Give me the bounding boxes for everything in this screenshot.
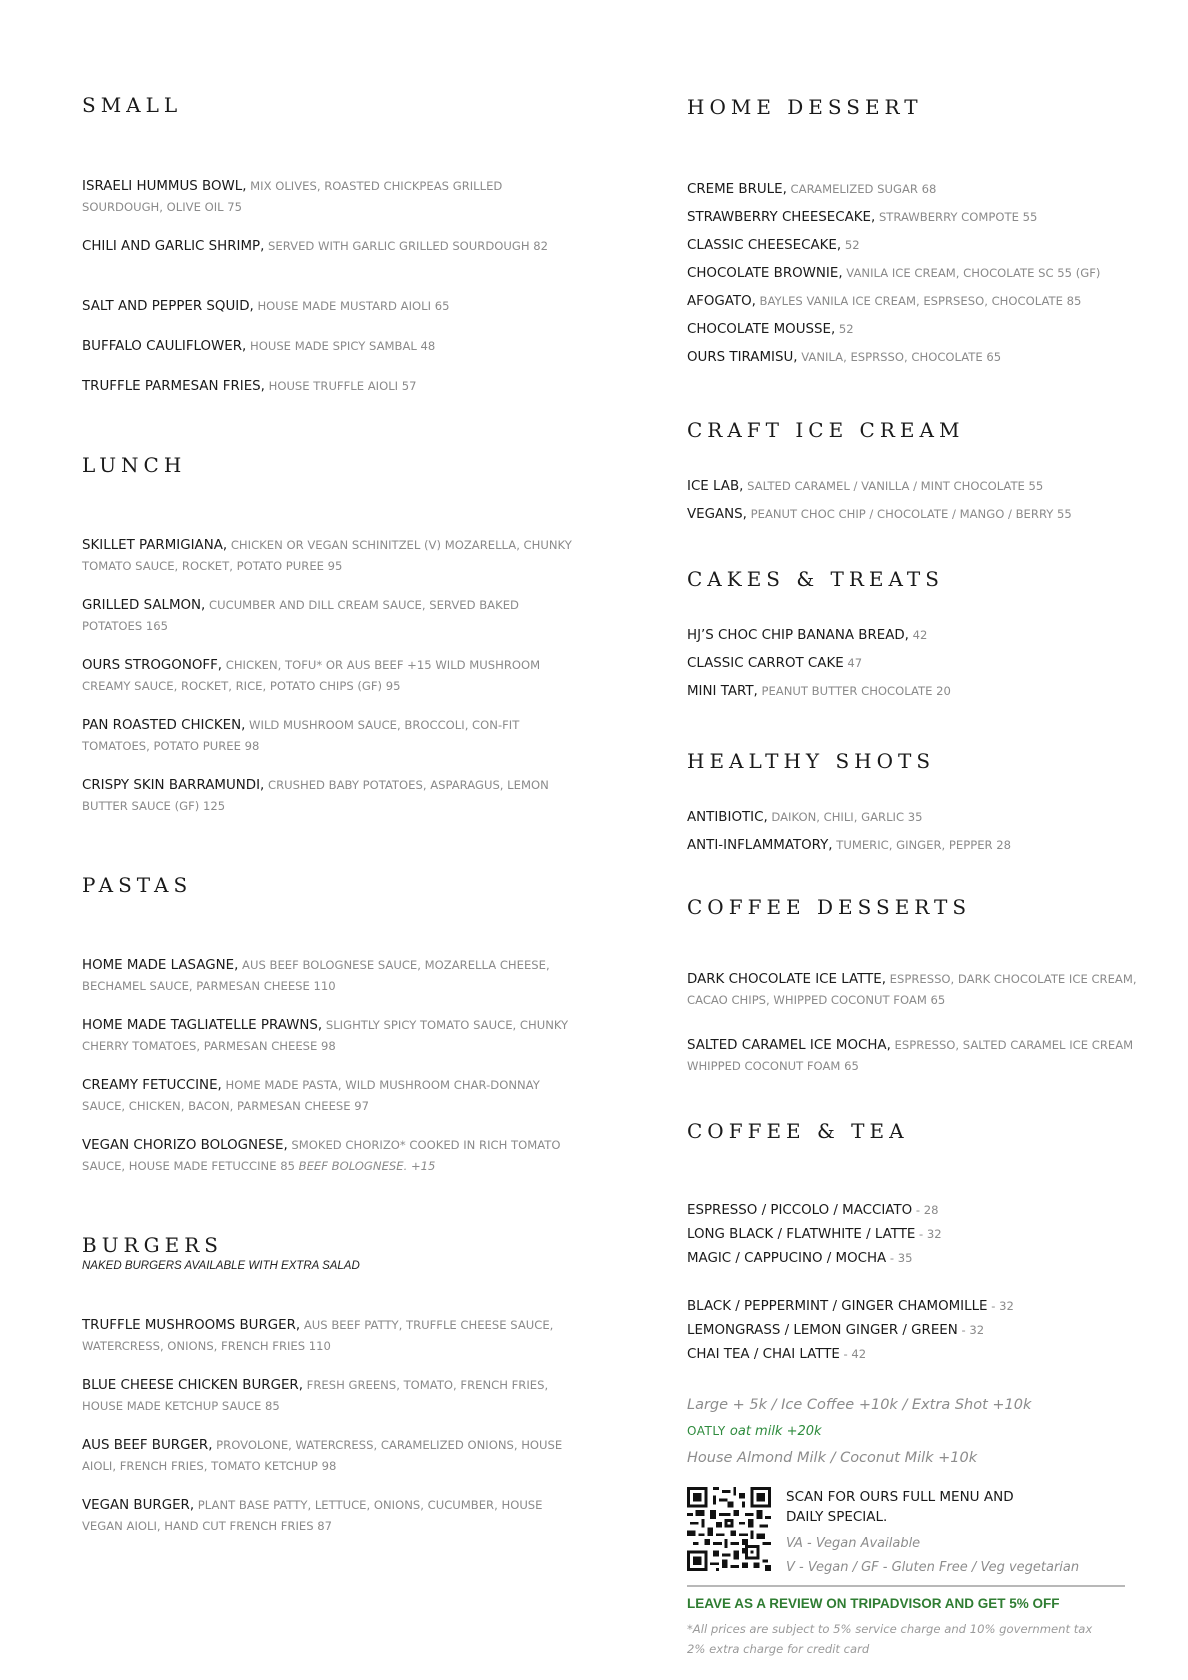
menu-item: [687, 210, 1037, 225]
item-desc: AUS BEEF BOLOGNESE SAUCE, MOZARELLA CHEESE, BECHAMEL SAUCE, PARMESAN CHEESE 110: [82, 958, 550, 993]
item-name: VEGAN BURGER,: [82, 1498, 195, 1513]
menu-item: [687, 1035, 1147, 1077]
item-desc: HOUSE MADE SPICY SAMBAL 48: [246, 339, 436, 353]
item-name: SKILLET PARMIGIANA,: [82, 538, 228, 553]
menu-item: [82, 1435, 582, 1477]
item-note: BEEF BOLOGNESE. +15: [298, 1159, 436, 1173]
item-desc: BAYLES VANILA ICE CREAM, ESPRSESO, CHOCOLATE 85: [755, 294, 1082, 308]
item-name: OURS STROGONOFF,: [82, 658, 223, 673]
menu-item: [687, 350, 1001, 365]
item-name: ANTIBIOTIC,: [687, 810, 768, 825]
item-name: MINI TART,: [687, 684, 758, 699]
item-name: CHAI TEA / CHAI LATTE: [687, 1347, 840, 1362]
section-title-cakes: CAKES & TREATS: [687, 567, 944, 591]
item-name: DARK CHOCOLATE ICE LATTE,: [687, 972, 886, 987]
menu-item: [82, 595, 582, 637]
promo-text: LEAVE AS A REVIEW ON TRIPADVISOR AND GET 5% OFF: [687, 1596, 1060, 1611]
item-desc: 52: [835, 322, 854, 336]
menu-item: [82, 1075, 582, 1117]
item-name: SALTED CARAMEL ICE MOCHA,: [687, 1038, 891, 1053]
item-name: ISRAELI HUMMUS BOWL,: [82, 179, 247, 194]
item-desc: SALTED CARAMEL / VANILLA / MINT CHOCOLATE 55: [743, 479, 1044, 493]
item-name: BLACK / PEPPERMINT / GINGER CHAMOMILLE: [687, 1299, 988, 1314]
item-desc: CHICKEN, TOFU* OR AUS BEEF +15 WILD MUSHROOM CREAMY SAUCE, ROCKET, RICE, POTATO CHIPS (GF) 95: [82, 658, 541, 693]
milk-options: House Almond Milk / Coconut Milk +10k: [687, 1450, 978, 1466]
section-title-burgers: BURGERS: [82, 1233, 223, 1257]
item-desc: FRESH GREENS, TOMATO, FRENCH FRIES, HOUSE MADE KETCHUP SAUCE 85: [82, 1378, 549, 1413]
section-title-home-dessert: HOME DESSERT: [687, 95, 923, 119]
item-name: TRUFFLE PARMESAN FRIES,: [82, 379, 265, 394]
menu-item: [82, 715, 582, 757]
item-price: - 32: [915, 1227, 942, 1241]
item-desc: VANILA ICE CREAM, CHOCOLATE SC 55 (GF): [842, 266, 1101, 280]
item-desc: PEANUT BUTTER CHOCOLATE 20: [757, 684, 951, 698]
item-desc: SERVED WITH GARLIC GRILLED SOURDOUGH 82: [264, 239, 549, 253]
menu-item: [687, 266, 1100, 281]
item-desc: SLIGHTLY SPICY TOMATO SAUCE, CHUNKY CHERRY TOMATOES, PARMESAN CHEESE 98: [82, 1018, 569, 1053]
item-name: BUFFALO CAULIFLOWER,: [82, 339, 247, 354]
item-price: - 42: [839, 1347, 867, 1361]
item-desc: CUCUMBER AND DILL CREAM SAUCE, SERVED BAKED POTATOES 165: [82, 598, 519, 633]
section-title-pastas: PASTAS: [82, 873, 193, 897]
menu-item: [687, 1251, 913, 1266]
item-name: LONG BLACK / FLATWHITE / LATTE: [687, 1227, 916, 1242]
menu-item: [687, 810, 922, 825]
item-desc: WILD MUSHROOM SAUCE, BROCCOLI, CON-FIT TOMATOES, POTATO PUREE 98: [82, 718, 520, 753]
section-title-coffee-desserts: COFFEE DESSERTS: [687, 895, 972, 919]
item-name: CREME BRULE,: [687, 182, 787, 197]
section-title-ice-cream: CRAFT ICE CREAM: [687, 418, 965, 442]
item-price: - 35: [886, 1251, 913, 1265]
menu-item: [687, 628, 927, 643]
menu-item: [687, 969, 1147, 1011]
item-desc: 42: [908, 628, 928, 642]
item-name: OURS TIRAMISU,: [687, 350, 798, 365]
item-desc: HOUSE TRUFFLE AIOLI 57: [264, 379, 417, 393]
menu-item: [82, 955, 582, 997]
item-name: MAGIC / CAPPUCINO / MOCHA: [687, 1251, 887, 1266]
item-name: CRISPY SKIN BARRAMUNDI,: [82, 778, 265, 793]
item-desc: DAIKON, CHILI, GARLIC 35: [767, 810, 923, 824]
menu-item: [687, 1299, 1014, 1314]
item-desc: ESPRESSO, SALTED CARAMEL ICE CREAM WHIPPED COCONUT FOAM 65: [687, 1038, 1134, 1073]
menu-item: [687, 479, 1043, 494]
oatly-text: oat milk +20k: [725, 1424, 822, 1439]
item-name: ICE LAB,: [687, 479, 744, 494]
item-name: ANTI-INFLAMMATORY,: [687, 838, 833, 853]
menu-item: [687, 684, 951, 699]
item-name: LEMONGRASS / LEMON GINGER / GREEN: [687, 1323, 958, 1338]
item-name: VEGAN CHORIZO BOLOGNESE,: [82, 1138, 288, 1153]
menu-item: [687, 838, 1011, 853]
menu-item: [687, 1347, 866, 1362]
section-title-lunch: LUNCH: [82, 453, 187, 477]
item-desc: SMOKED CHORIZO* COOKED IN RICH TOMATO SAUCE, HOUSE MADE FETUCCINE 85: [82, 1138, 561, 1173]
item-desc: MIX OLIVES, ROASTED CHICKPEAS GRILLED SOURDOUGH, OLIVE OIL 75: [82, 179, 503, 214]
menu-item: [82, 176, 582, 218]
qr-code-icon[interactable]: [687, 1487, 771, 1571]
menu-item: [82, 1135, 582, 1177]
menu-item: [82, 1495, 582, 1537]
item-desc: TUMERIC, GINGER, PEPPER 28: [832, 838, 1012, 852]
menu-item: [687, 1227, 942, 1242]
menu-item: [687, 322, 854, 337]
legend-vegan-available: VA - Vegan Available: [786, 1536, 921, 1551]
menu-item: [82, 296, 582, 317]
oatly-brand: OATLY: [687, 1424, 726, 1438]
item-desc: HOME MADE PASTA, WILD MUSHROOM CHAR-DONNAY SAUCE, CHICKEN, BACON, PARMESAN CHEESE 97: [82, 1078, 540, 1113]
item-name: CHOCOLATE BROWNIE,: [687, 266, 843, 281]
divider: [687, 1585, 1125, 1587]
item-desc: VANILA, ESPRSSO, CHOCOLATE 65: [797, 350, 1002, 364]
legend-dietary: V - Vegan / GF - Gluten Free / Veg vegetarian: [786, 1560, 1080, 1575]
item-name: TRUFFLE MUSHROOMS BURGER,: [82, 1318, 301, 1333]
item-desc: STRAWBERRY COMPOTE 55: [875, 210, 1038, 224]
item-name: VEGANS,: [687, 507, 747, 522]
item-name: HJ’S CHOC CHIP BANANA BREAD,: [687, 628, 909, 643]
fine-print-tax: *All prices are subject to 5% service charge and 10% government tax: [687, 1622, 1093, 1636]
item-desc: PLANT BASE PATTY, LETTUCE, ONIONS, CUCUMBER, HOUSE VEGAN AIOLI, HAND CUT FRENCH FRIES 87: [82, 1498, 543, 1533]
item-name: CHOCOLATE MOUSSE,: [687, 322, 836, 337]
item-name: HOME MADE LASAGNE,: [82, 958, 239, 973]
menu-item: [82, 236, 582, 257]
item-name: ESPRESSO / PICCOLO / MACCIATO: [687, 1203, 913, 1218]
menu-item: [82, 376, 582, 397]
item-desc: PROVOLONE, WATERCRESS, CARAMELIZED ONIONS, HOUSE AIOLI, FRENCH FRIES, TOMATO KETCHUP 98: [82, 1438, 563, 1473]
oatly-line: [687, 1424, 822, 1439]
menu-item: [82, 1375, 582, 1417]
section-subtitle-burgers: NAKED BURGERS AVAILABLE WITH EXTRA SALAD: [82, 1260, 360, 1272]
item-desc: PEANUT CHOC CHIP / CHOCOLATE / MANGO / BERRY 55: [746, 507, 1072, 521]
menu-item: [82, 1315, 582, 1357]
menu-item: [687, 182, 936, 197]
item-name: CLASSIC CARROT CAKE: [687, 656, 844, 671]
item-name: BLUE CHEESE CHICKEN BURGER,: [82, 1378, 303, 1393]
item-desc: HOUSE MADE MUSTARD AIOLI 65: [253, 299, 450, 313]
item-name: PAN ROASTED CHICKEN,: [82, 718, 246, 733]
item-desc: CHICKEN OR VEGAN SCHINITZEL (V) MOZARELLA, CHUNKY TOMATO SAUCE, ROCKET, POTATO PUREE 95: [82, 538, 572, 573]
item-desc: CRUSHED BABY POTATOES, ASPARAGUS, LEMON BUTTER SAUCE (GF) 125: [82, 778, 549, 813]
scan-text: SCAN FOR OURS FULL MENU AND DAILY SPECIAL.: [786, 1489, 1014, 1525]
item-name: STRAWBERRY CHEESECAKE,: [687, 210, 876, 225]
menu-item: [82, 1015, 582, 1057]
item-desc: CARAMELIZED SUGAR 68: [786, 182, 937, 196]
item-name: CHILI AND GARLIC SHRIMP,: [82, 239, 265, 254]
item-name: CREAMY FETUCCINE,: [82, 1078, 222, 1093]
item-desc: 52: [841, 238, 860, 252]
menu-item: [687, 656, 862, 671]
item-name: SALT AND PEPPER SQUID,: [82, 299, 254, 314]
section-title-shots: HEALTHY SHOTS: [687, 749, 936, 773]
item-name: AUS BEEF BURGER,: [82, 1438, 213, 1453]
menu-item: [82, 535, 582, 577]
item-name: CLASSIC CHEESECAKE,: [687, 238, 842, 253]
item-price: - 32: [987, 1299, 1014, 1313]
item-name: HOME MADE TAGLIATELLE PRAWNS,: [82, 1018, 323, 1033]
item-price: - 28: [912, 1203, 939, 1217]
fine-print-card: 2% extra charge for credit card: [687, 1642, 870, 1656]
extras-text: Large + 5k / Ice Coffee +10k / Extra Shot +10k: [687, 1397, 1032, 1413]
item-desc: ESPRESSO, DARK CHOCOLATE ICE CREAM, CACAO CHIPS, WHIPPED COCONUT FOAM 65: [687, 972, 1137, 1007]
item-name: GRILLED SALMON,: [82, 598, 206, 613]
menu-item: [687, 238, 860, 253]
menu-item: [687, 294, 1081, 309]
item-desc: 47: [843, 656, 863, 670]
section-title-small: SMALL: [82, 93, 183, 117]
menu-item: [687, 1323, 984, 1338]
menu-item: [687, 507, 1072, 522]
menu-item: [82, 655, 582, 697]
item-desc: AUS BEEF PATTY, TRUFFLE CHEESE SAUCE, WATERCRESS, ONIONS, FRENCH FRIES 110: [82, 1318, 554, 1353]
menu-item: [82, 336, 582, 357]
section-title-coffee-tea: COFFEE & TEA: [687, 1119, 909, 1143]
menu-item: [82, 775, 582, 817]
item-name: AFOGATO,: [687, 294, 756, 309]
menu-item: [687, 1203, 938, 1218]
item-price: - 32: [957, 1323, 985, 1337]
